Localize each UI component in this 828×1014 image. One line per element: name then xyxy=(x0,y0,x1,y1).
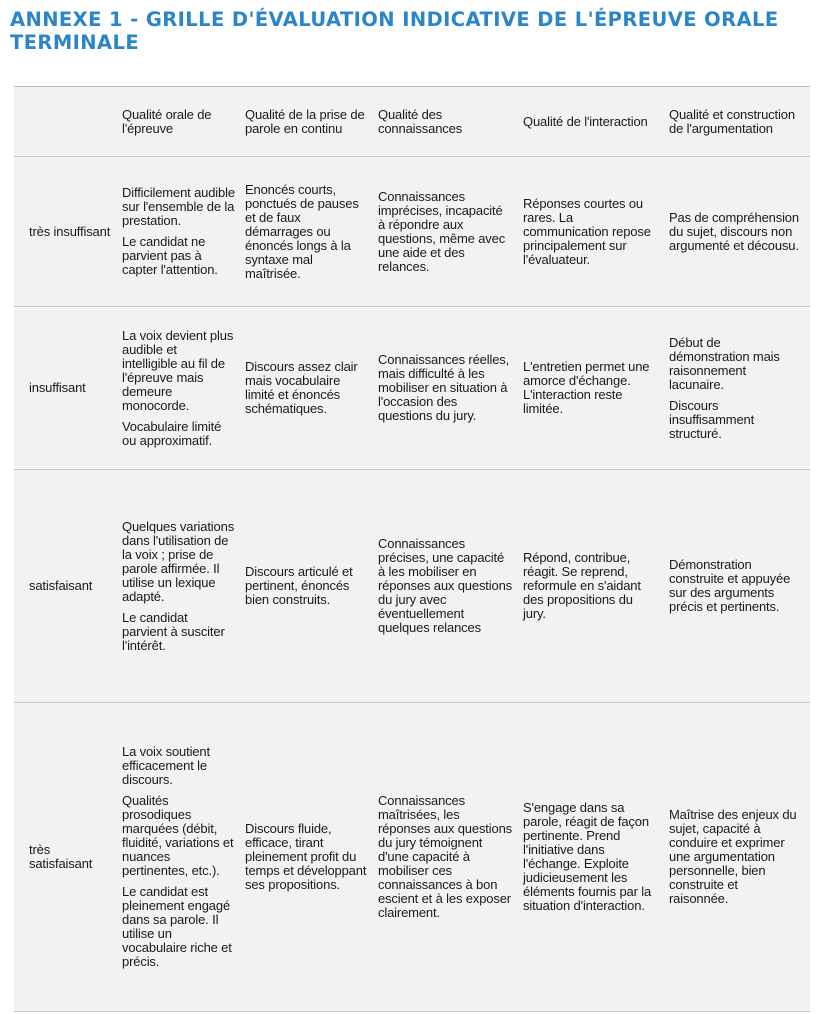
criterion-cell xyxy=(122,307,245,470)
criterion-cell xyxy=(523,703,669,1012)
header-cell xyxy=(669,87,810,157)
criterion-cell xyxy=(245,307,378,470)
header-cell xyxy=(378,87,523,157)
criterion-cell xyxy=(122,470,245,703)
header-label: Qualité de l'interaction xyxy=(523,113,648,129)
cell-text: Le candidat est pleinement engagé dans sa parole. Il utilise un vocabulaire riche et précis. xyxy=(122,884,232,969)
level-label: satisfaisant xyxy=(14,470,122,703)
cell-text: Vocabulaire limité ou approximatif. xyxy=(122,418,222,448)
grid-row-satisfaisant xyxy=(14,470,810,703)
level-label: très satisfaisant xyxy=(14,703,122,1012)
criterion-cell xyxy=(378,703,523,1012)
criterion-cell xyxy=(669,307,810,470)
header-label: Qualité et construction de l'argumentation xyxy=(669,106,795,136)
criterion-cell xyxy=(245,157,378,307)
cell-text: Discours insuffisamment structuré. xyxy=(669,397,755,441)
header-label: Qualité orale de l'épreuve xyxy=(122,106,212,136)
cell-text: Le candidat parvient à susciter l'intérêt. xyxy=(122,609,225,653)
criterion-cell xyxy=(523,307,669,470)
criterion-cell xyxy=(669,157,810,307)
cell-text: Début de démonstration mais raisonnement lacunaire. xyxy=(669,334,780,392)
criterion-cell xyxy=(245,703,378,1012)
cell-text: Connaissances imprécises, incapacité à répondre aux questions, même avec une aide et des relances. xyxy=(378,188,506,274)
cell-text: Répond, contribue, réagit. Se reprend, reformule en s'aidant des propositions du jury. xyxy=(523,550,641,621)
header-label: Qualité des connaissances xyxy=(378,106,463,136)
cell-text: Connaissances réelles, mais difficulté à les mobiliser en situation à l'occasion des questions du jury. xyxy=(378,352,510,423)
criterion-cell xyxy=(523,157,669,307)
criterion-cell xyxy=(669,703,810,1012)
cell-text: Discours articulé et pertinent, énoncés bien construits. xyxy=(245,564,353,607)
cell-text: Maîtrise des enjeux du sujet, capacité à conduire et exprimer une argumentation personnelle, bien construite et raisonnée. xyxy=(669,807,797,906)
cell-text: Démonstration construite et appuyée sur des arguments précis et pertinents. xyxy=(669,557,791,614)
cell-text: S'engage dans sa parole, réagit de façon pertinente. Prend l'initiative dans l'échange. Exploite judicieusement les éléments fournis par la situation d'interaction. xyxy=(523,800,652,913)
header-cell xyxy=(245,87,378,157)
criterion-cell xyxy=(669,470,810,703)
criterion-cell xyxy=(378,470,523,703)
evaluation-grid xyxy=(14,86,810,1012)
criterion-cell xyxy=(245,470,378,703)
cell-text: La voix devient plus audible et intelligible au fil de l'épreuve mais demeure monocorde. xyxy=(122,327,234,413)
criterion-cell xyxy=(122,157,245,307)
cell-text: Le candidat ne parvient pas à capter l'attention. xyxy=(122,234,218,277)
header-label: Qualité de la prise de parole en continu xyxy=(245,106,365,136)
cell-text: Qualités prosodiques marquées (débit, fluidité, variations et nuances pertinentes, etc.). xyxy=(122,793,234,878)
cell-text: Pas de compréhension du sujet, discours non argumenté et décousu. xyxy=(669,209,799,253)
cell-text: Connaissances maîtrisées, les réponses aux questions du jury témoignent d'une capacité à mobiliser ces connaissances à bon escient et à les exposer clairement. xyxy=(378,793,513,920)
level-label: très insuffisant xyxy=(14,157,122,307)
criterion-cell xyxy=(378,157,523,307)
grid-header-row xyxy=(14,87,810,157)
criterion-cell xyxy=(523,470,669,703)
level-label: insuffisant xyxy=(14,307,122,470)
grid-row-insuffisant xyxy=(14,307,810,470)
header-corner-cell xyxy=(14,87,122,157)
cell-text: Réponses courtes ou rares. La communication repose principalement sur l'évaluateur. xyxy=(523,195,651,267)
cell-text: Quelques variations dans l'utilisation de la voix ; prise de parole affirmée. Il utilise un lexique adapté. xyxy=(122,518,235,604)
cell-text: Difficilement audible sur l'ensemble de la prestation. xyxy=(122,185,235,228)
page-title: ANNEXE 1 - GRILLE D'ÉVALUATION INDICATIVE DE L'ÉPREUVE ORALE TERMINALE xyxy=(10,8,779,54)
cell-text: Enoncés courts, ponctués de pauses et de faux démarrages ou énoncés longs à la syntaxe mal maîtrisée. xyxy=(245,181,359,281)
criterion-cell xyxy=(378,307,523,470)
cell-text: Connaissances précises, une capacité à les mobiliser en réponses aux questions du jury avec éventuellement quelques relances xyxy=(378,536,513,635)
criterion-cell xyxy=(122,703,245,1012)
header-cell xyxy=(122,87,245,157)
cell-text: Discours assez clair mais vocabulaire limité et énoncés schématiques. xyxy=(245,359,358,416)
header-cell xyxy=(523,87,669,157)
grid-row-tres-satisfaisant xyxy=(14,703,810,1012)
cell-text: Discours fluide, efficace, tirant pleinement profit du temps et développant ses propositions. xyxy=(245,821,367,892)
cell-text: La voix soutient efficacement le discours. xyxy=(122,744,210,787)
cell-text: L'entretien permet une amorce d'échange. L'interaction reste limitée. xyxy=(523,359,650,416)
grid-row-tres-insuffisant xyxy=(14,157,810,307)
